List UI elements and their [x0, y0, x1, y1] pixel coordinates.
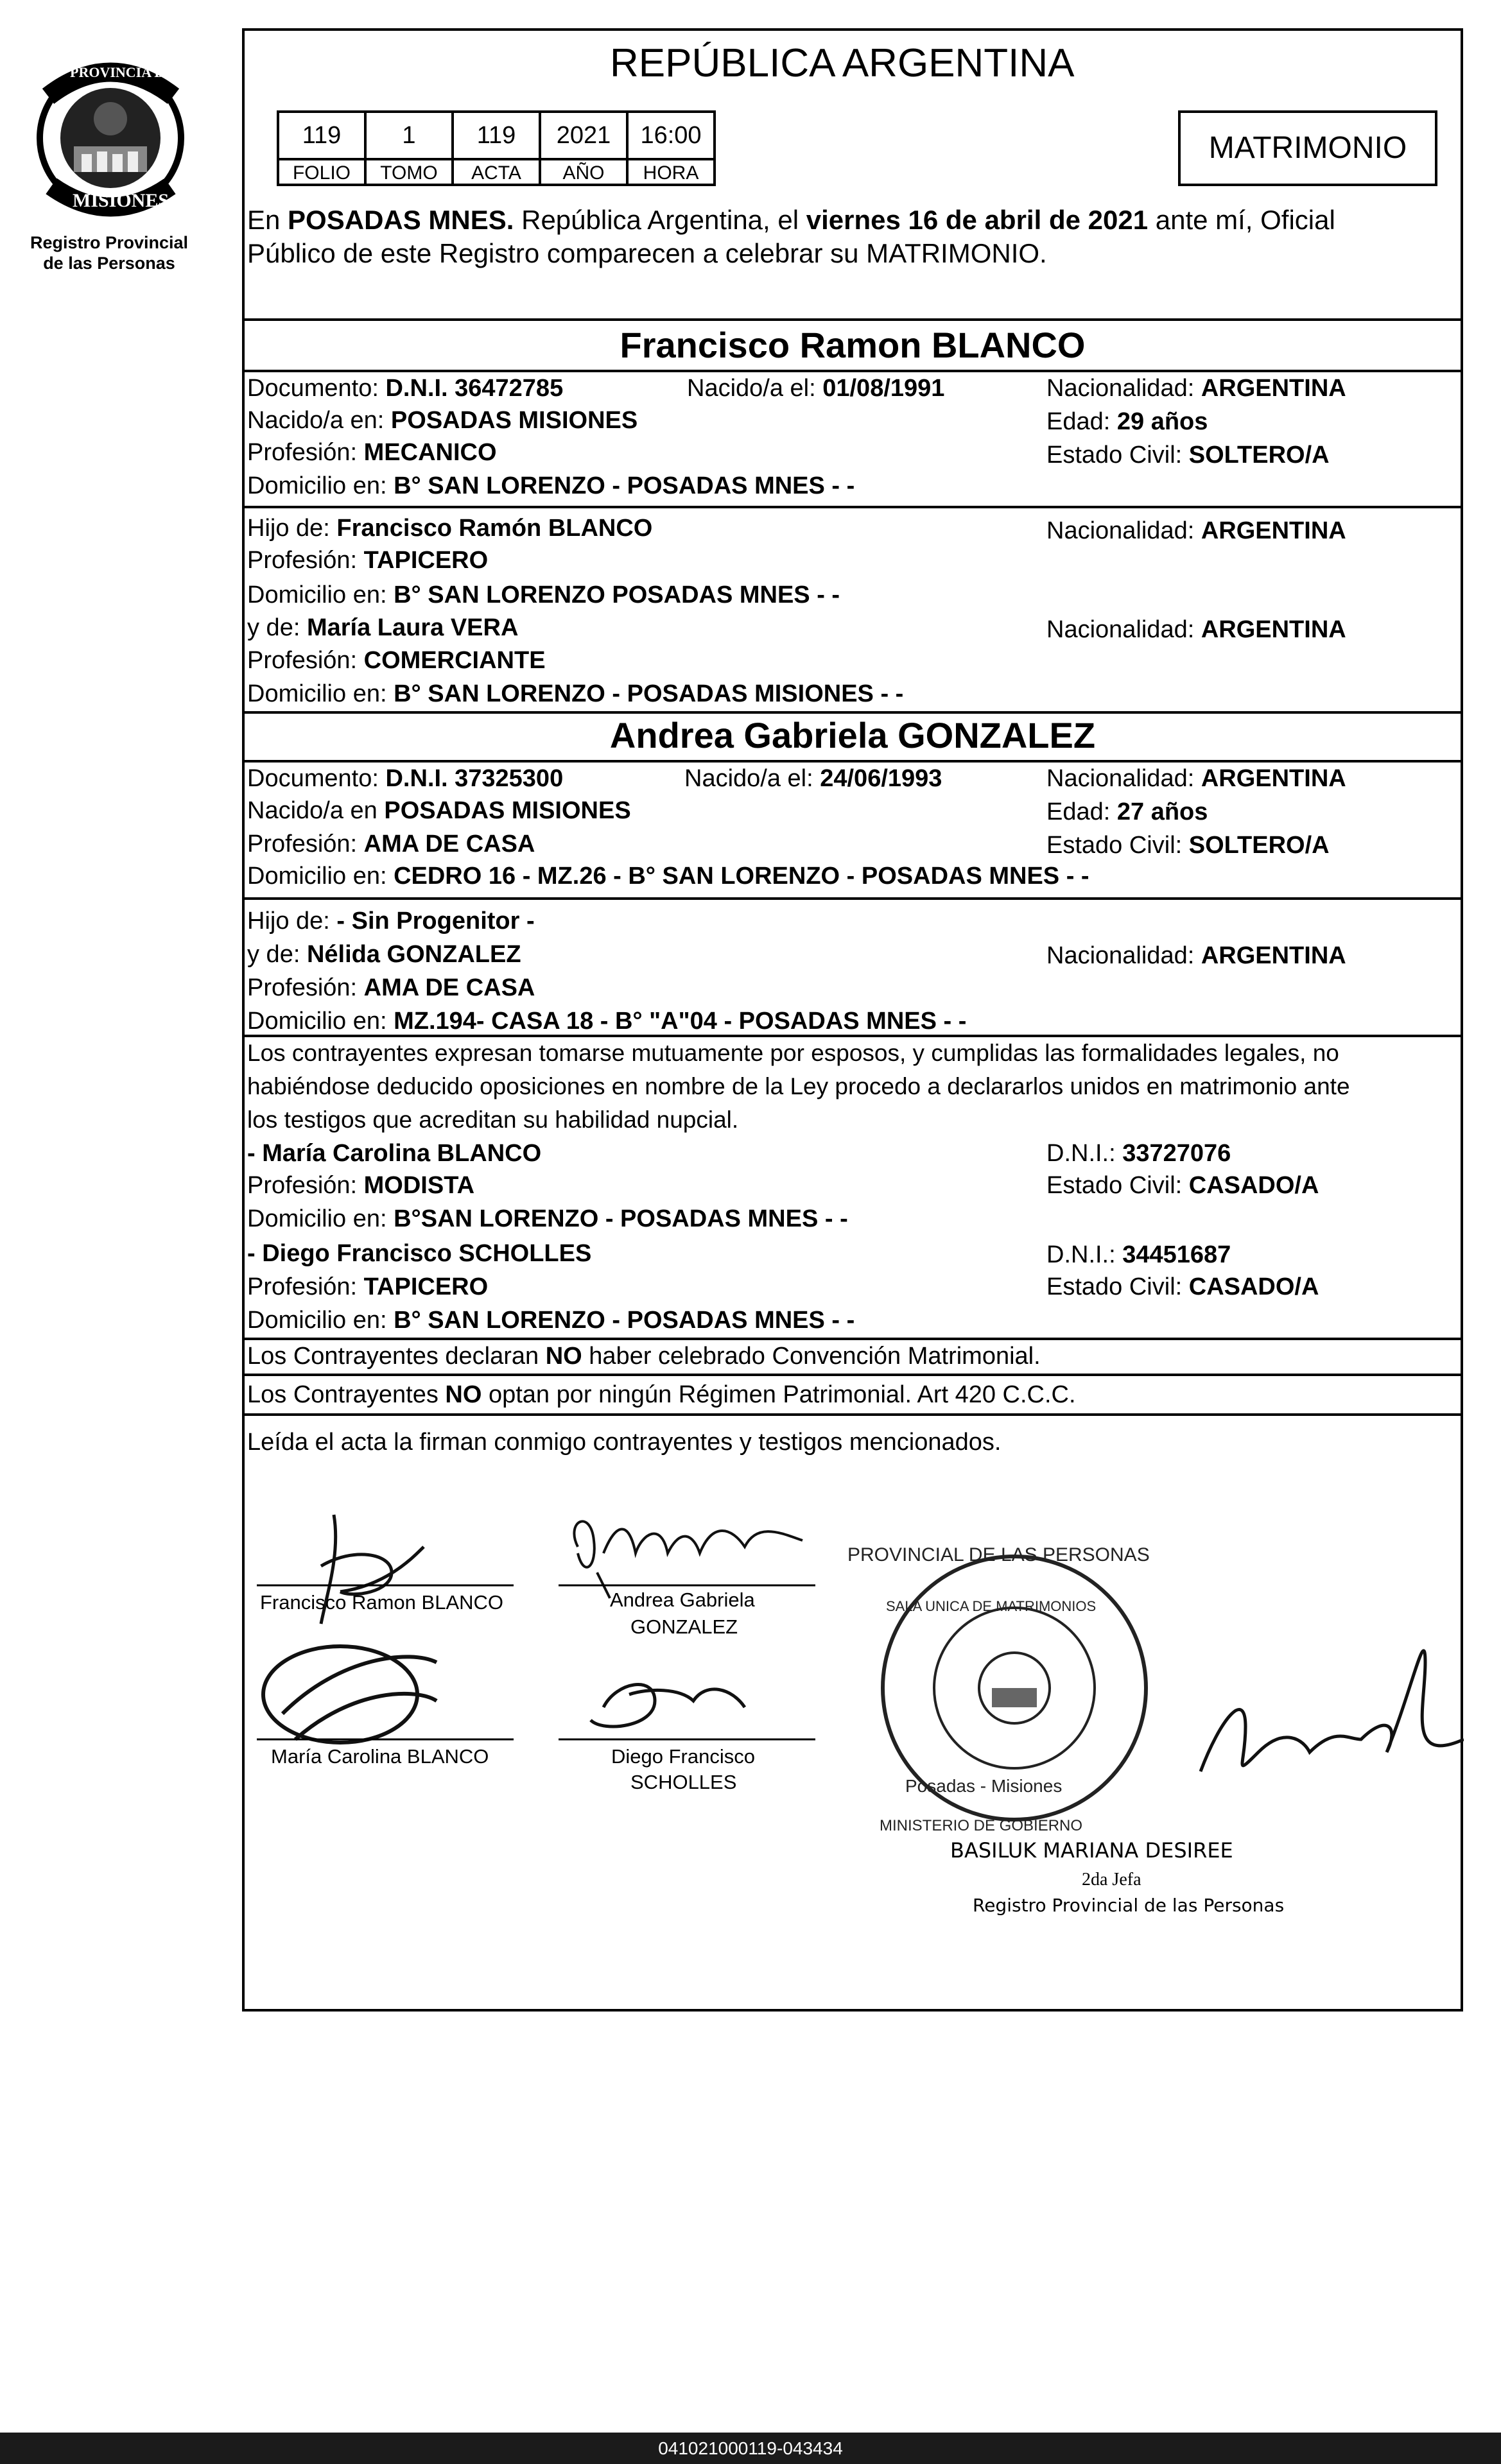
stamp-bottom-text: Posadas - Misiones: [905, 1776, 1063, 1796]
declaration-line1: Los contrayentes expresan tomarse mutuamente por esposos, y cumplidas las formalidades legales, no: [247, 1040, 1339, 1066]
party2-mother-profession: AMA DE CASA: [363, 974, 535, 1001]
record-box-folio: [277, 110, 367, 186]
witness2-dni-value: 34451687: [1122, 1241, 1231, 1268]
party1-nationality: ARGENTINA: [1201, 375, 1346, 402]
hora-label: HORA: [629, 158, 713, 186]
party2-profession: AMA DE CASA: [363, 831, 535, 857]
party2-civil-status: SOLTERO/A: [1188, 832, 1330, 859]
party2-birthdate: 24/06/1993: [820, 765, 942, 792]
label: Edad:: [1046, 798, 1117, 825]
witness2-civil-status: CASADO/A: [1188, 1273, 1319, 1300]
label: Edad:: [1046, 408, 1117, 435]
regime-text-2a: Los Contrayentes: [247, 1381, 446, 1408]
party2-madre-prof: [247, 973, 535, 1003]
signature-label-maria: María Carolina BLANCO: [271, 1745, 489, 1768]
official-office: Registro Provincial de las Personas: [973, 1895, 1285, 1916]
party1-address: B° SAN LORENZO - POSADAS MNES - -: [394, 472, 855, 499]
label: Nacido/a el:: [687, 375, 823, 402]
witness1-profession: MODISTA: [363, 1172, 475, 1199]
intro-date: viernes 16 de abril de 2021: [806, 205, 1149, 235]
label: Domicilio en:: [247, 472, 394, 499]
divider-regime-mid: [242, 1374, 1463, 1376]
label: Estado Civil:: [1046, 1172, 1189, 1199]
party2-domicilio: [247, 861, 1089, 891]
label: Domicilio en:: [247, 863, 394, 890]
party2-dni: D.N.I. 37325300: [385, 765, 564, 792]
regime-no-2: NO: [445, 1381, 482, 1408]
label: Domicilio en:: [247, 1205, 394, 1232]
party1-padre: [247, 513, 652, 543]
witness1-estado: [1046, 1171, 1319, 1200]
party1-civil-status: SOLTERO/A: [1188, 442, 1330, 469]
witness1-profesion: [247, 1171, 474, 1200]
record-box-hora: [626, 110, 716, 186]
party1-estado: [1046, 440, 1330, 470]
label: Profesión:: [247, 439, 364, 466]
party1-madre-dom: [247, 679, 903, 709]
witness1-civil-status: CASADO/A: [1188, 1172, 1319, 1199]
witness2-dni: [1046, 1240, 1231, 1270]
party2-age: 27 años: [1116, 798, 1208, 825]
signature-label-andrea-1: Andrea Gabriela: [610, 1589, 755, 1611]
intro-text-2: República Argentina, el: [514, 205, 806, 235]
stamp-inner-text: SALA UNICA DE MATRIMONIOS: [886, 1598, 1097, 1614]
divider-party2: [242, 711, 1463, 714]
party1-nacionalidad: [1046, 374, 1346, 403]
party1-name: Francisco Ramon BLANCO: [620, 325, 1086, 365]
folio-label: FOLIO: [279, 158, 364, 186]
label: Estado Civil:: [1046, 1273, 1189, 1300]
label: Domicilio en:: [247, 680, 394, 707]
signature-diego-icon: [591, 1685, 745, 1727]
witness1-dni-value: 33727076: [1122, 1140, 1231, 1167]
divider-header: [242, 318, 1463, 321]
party1-madre-nac: [1046, 615, 1346, 644]
party2-nacido-en: [247, 796, 631, 825]
witness1-address: B°SAN LORENZO - POSADAS MNES - -: [394, 1205, 848, 1232]
official-name: BASILUK MARIANA DESIREE: [950, 1838, 1233, 1863]
intro-text-1: En: [247, 205, 288, 235]
party1-domicilio: [247, 471, 855, 501]
party2-mother-nationality: ARGENTINA: [1201, 942, 1346, 969]
party1-father-address: B° SAN LORENZO POSADAS MNES - -: [394, 582, 840, 608]
logo-caption: [6, 232, 212, 273]
intro-line1: [247, 204, 1335, 236]
party1-father-profession: TAPICERO: [363, 547, 489, 574]
regime-line1: [247, 1341, 1041, 1371]
divider-party1-name: [242, 370, 1463, 372]
label: Profesión:: [247, 1172, 364, 1199]
regime-text-1a: Los Contrayentes declaran: [247, 1343, 546, 1370]
party1-mother-nationality: ARGENTINA: [1201, 616, 1346, 643]
party2-madre: [247, 940, 521, 969]
divider-closing: [242, 1413, 1463, 1416]
party2-nacionalidad: [1046, 764, 1346, 793]
regime-text-1c: haber celebrado Convención Matrimonial.: [582, 1343, 1041, 1370]
party2-edad: [1046, 797, 1208, 827]
label: Domicilio en:: [247, 1008, 394, 1035]
signature-label-andrea-2: GONZALEZ: [630, 1615, 738, 1638]
party2-estado: [1046, 831, 1330, 860]
party1-mother-profession: COMERCIANTE: [363, 647, 546, 674]
divider-regime: [242, 1338, 1463, 1340]
divider-party1-parents: [242, 506, 1463, 508]
label: Documento:: [247, 765, 386, 792]
record-boxes: [277, 110, 726, 186]
label: Nacionalidad:: [1046, 616, 1201, 643]
party1-dni: D.N.I. 36472785: [385, 375, 564, 402]
label: Domicilio en:: [247, 1307, 394, 1334]
label: Documento:: [247, 375, 386, 402]
stamp-ring-text: PROVINCIAL DE LAS PERSONAS: [847, 1544, 1150, 1565]
ano-label: AÑO: [541, 158, 626, 186]
party1-documento: [247, 374, 563, 403]
party1-padre-nac: [1046, 516, 1346, 546]
tomo-value: 1: [402, 122, 416, 149]
label: D.N.I.:: [1046, 1241, 1123, 1268]
party1-profesion: [247, 438, 497, 467]
label: Nacionalidad:: [1046, 942, 1201, 969]
signature-official-icon: [1201, 1651, 1464, 1771]
hora-value: 16:00: [640, 122, 702, 149]
party1-madre-prof: [247, 646, 546, 675]
label: Profesión:: [247, 831, 364, 857]
stamp-ministry-text: MINISTERIO DE GOBIERNO: [880, 1817, 1083, 1834]
page-title: REPÚBLICA ARGENTINA: [610, 41, 1075, 85]
footer-code: 041021000119-043434: [658, 2438, 843, 2458]
label: Profesión:: [247, 974, 364, 1001]
party2-nationality: ARGENTINA: [1201, 765, 1346, 792]
party1-age: 29 años: [1116, 408, 1208, 435]
witness2-profesion: [247, 1272, 488, 1302]
party1-birthplace: POSADAS MISIONES: [390, 407, 638, 434]
intro-line2: Público de este Registro comparecen a celebrar su MATRIMONIO.: [247, 238, 1047, 268]
witness2-domicilio: [247, 1305, 855, 1335]
party2-madre-dom: [247, 1006, 966, 1036]
acta-label: ACTA: [454, 158, 539, 186]
party1-profession: MECANICO: [363, 439, 497, 466]
party1-mother: María Laura VERA: [306, 614, 519, 641]
act-type-box: [1178, 110, 1437, 186]
intro-place: POSADAS MNES.: [288, 205, 514, 235]
regime-text-2c: optan por ningún Régimen Patrimonial. Art 420 C.C.C.: [482, 1381, 1076, 1408]
folio-value: 119: [302, 122, 342, 149]
declaration-line3: los testigos que acreditan su habilidad nupcial.: [247, 1107, 739, 1133]
divider-party2-parents: [242, 897, 1463, 900]
signature-label-diego-1: Diego Francisco: [611, 1745, 755, 1768]
party2-documento: [247, 764, 563, 793]
party2-profesion: [247, 829, 535, 859]
label: Profesión:: [247, 647, 364, 674]
regime-no-1: NO: [545, 1343, 582, 1370]
logo-caption-line2: de las Personas: [43, 254, 175, 273]
label: Nacido/a en:: [247, 407, 391, 434]
party2-mother-address: MZ.194- CASA 18 - B° "A"04 - POSADAS MNES - -: [394, 1008, 967, 1035]
signature-label-diego-2: SCHOLLES: [630, 1771, 737, 1793]
witness2-fullname: - Diego Francisco SCHOLLES: [247, 1240, 592, 1267]
party2-father: - Sin Progenitor -: [336, 908, 535, 935]
witness1-fullname: - María Carolina BLANCO: [247, 1140, 542, 1167]
label: D.N.I.:: [1046, 1140, 1123, 1167]
label: Nacido/a en: [247, 797, 385, 824]
party2-padre: [247, 906, 535, 936]
witness1-dni: [1046, 1139, 1231, 1168]
label: Profesión:: [247, 1273, 364, 1300]
label: y de:: [247, 614, 307, 641]
signature-maria-icon: [263, 1646, 437, 1743]
record-box-acta: [451, 110, 541, 186]
logo-caption-line1: Registro Provincial: [30, 233, 189, 252]
party2-mother: Nélida GONZALEZ: [306, 941, 521, 968]
acta-value: 119: [476, 122, 516, 149]
label: Hijo de:: [247, 908, 337, 935]
witness2-estado: [1046, 1272, 1319, 1302]
party1-padre-prof: [247, 546, 488, 575]
closing-text: Leída el acta la firman conmigo contrayentes y testigos mencionados.: [247, 1429, 1002, 1456]
signature-andrea-icon: [574, 1521, 803, 1598]
party1-birthdate: 01/08/1991: [822, 375, 945, 402]
record-box-ano: [539, 110, 629, 186]
label: Domicilio en:: [247, 582, 394, 608]
party1-padre-dom: [247, 580, 840, 610]
official-role: 2da Jefa: [1082, 1870, 1141, 1890]
tomo-label: TOMO: [367, 158, 451, 186]
witness2-address: B° SAN LORENZO - POSADAS MNES - -: [394, 1307, 855, 1334]
party2-address: CEDRO 16 - MZ.26 - B° SAN LORENZO - POSADAS MNES - -: [394, 863, 1089, 890]
label: Estado Civil:: [1046, 832, 1189, 859]
party2-birthplace: POSADAS MISIONES: [384, 797, 631, 824]
label: Nacionalidad:: [1046, 517, 1201, 544]
witness1-domicilio: [247, 1204, 848, 1234]
party1-mother-address: B° SAN LORENZO - POSADAS MISIONES - -: [394, 680, 904, 707]
registry-logo: [29, 51, 193, 225]
label: Profesión:: [247, 547, 364, 574]
footer-barcode-text: [0, 2433, 1501, 2464]
party1-nacido-el: [687, 374, 944, 403]
witness1-name: [247, 1139, 541, 1168]
witness2-name: [247, 1239, 591, 1268]
divider-declaration: [242, 1035, 1463, 1037]
signature-label-francisco: Francisco Ramon BLANCO: [260, 1591, 504, 1614]
record-box-tomo: [364, 110, 454, 186]
party1-father-nationality: ARGENTINA: [1201, 517, 1346, 544]
party2-madre-nac: [1046, 941, 1346, 970]
witness2-profession: TAPICERO: [363, 1273, 489, 1300]
divider-party2-name: [242, 760, 1463, 762]
act-type: MATRIMONIO: [1208, 131, 1407, 165]
label: Nacionalidad:: [1046, 765, 1201, 792]
label: Hijo de:: [247, 515, 337, 542]
label: Estado Civil:: [1046, 442, 1189, 469]
ano-value: 2021: [556, 122, 611, 149]
party2-nacido-el: [684, 764, 942, 793]
declaration-line2: habiéndose deducido oposiciones en nombre de la Ley procedo a declararlos unidos en matrimonio ante: [247, 1073, 1350, 1099]
label: y de:: [247, 941, 307, 968]
seal-text-bottom: MISIONES: [73, 190, 169, 211]
label: Nacionalidad:: [1046, 375, 1201, 402]
party1-madre: [247, 613, 518, 642]
party1-edad: [1046, 407, 1208, 436]
party2-name: Andrea Gabriela GONZALEZ: [609, 715, 1096, 755]
intro-text-3: ante mí, Oficial: [1148, 205, 1335, 235]
party1-nacido-en: [247, 406, 638, 435]
label: Nacido/a el:: [684, 765, 820, 792]
seal-text-top: PROVINCIA DE: [70, 64, 174, 80]
party1-father: Francisco Ramón BLANCO: [336, 515, 653, 542]
regime-line2: [247, 1380, 1076, 1409]
